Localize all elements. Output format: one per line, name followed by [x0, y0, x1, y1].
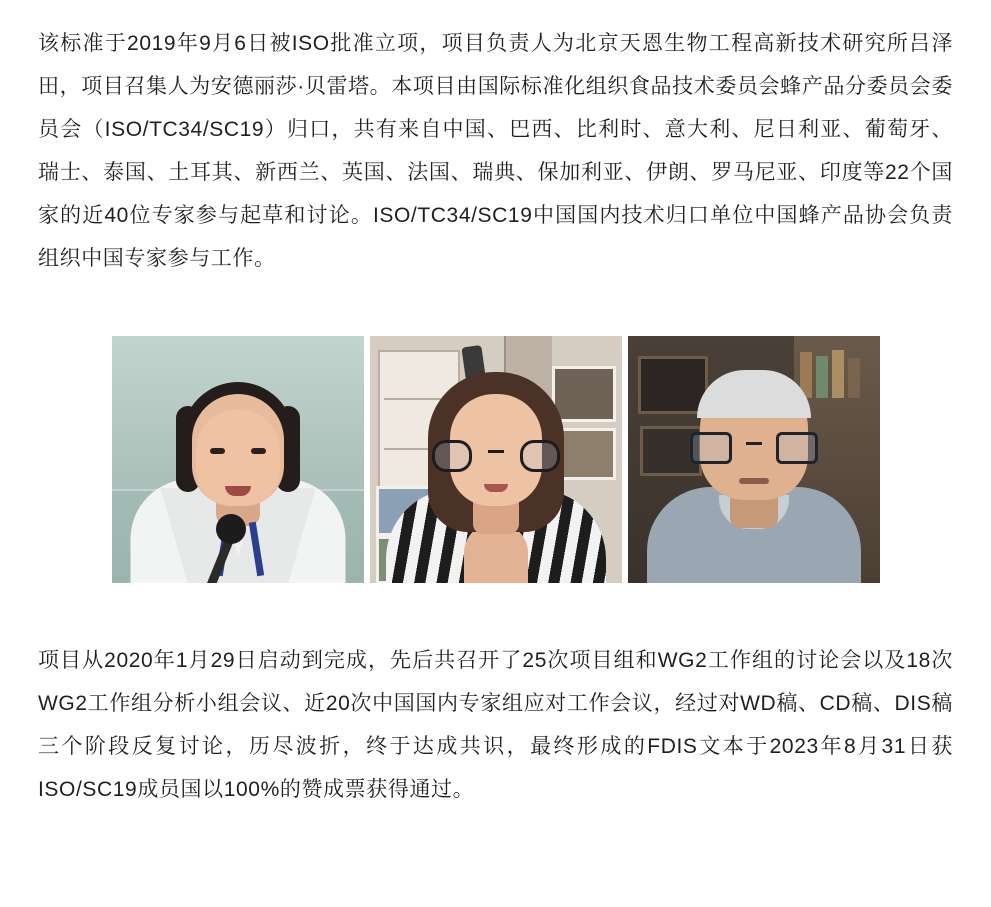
photo-1-eye-left [210, 448, 225, 454]
photo-3-mouth [739, 478, 769, 484]
photo-figure-row [38, 336, 953, 583]
photo-2-eyeglass-right [520, 440, 560, 472]
photo-3-book [816, 356, 828, 398]
photo-3-eyeglass-left [690, 432, 732, 464]
photo-1 [112, 336, 364, 583]
photo-3-book [848, 358, 860, 398]
paragraph-intro: 该标准于2019年9月6日被ISO批准立项，项目负责人为北京天恩生物工程高新技术研究所吕泽田，项目召集人为安德丽莎·贝雷塔。本项目由国际标准化组织食品技术委员会蜂产品分委员会委员会（ISO/TC34/SC19）归口，共有来自中国、巴西、比利时、意大利、尼日利亚、葡萄牙、瑞士、泰国、土耳其、新西兰、英国、法国、瑞典、保加利亚、伊朗、罗马尼亚、印度等22个国家的近40位专家参与起草和讨论。ISO/TC34/SC19中国国内技术归口单位中国蜂产品协会负责组织中国专家参与工作。 [38, 32, 953, 270]
photo-3-eyeglass-right [776, 432, 818, 464]
photo-3-eyeglass-bridge [746, 442, 762, 445]
photo-3-book [832, 350, 844, 398]
photo-1-microphone-head [216, 514, 246, 544]
photo-2 [370, 336, 622, 583]
photo-2-eyeglass-left [432, 440, 472, 472]
photo-3 [628, 336, 880, 583]
photo-1-eye-right [251, 448, 266, 454]
photo-2-picture-frame [552, 366, 616, 422]
photo-2-eyeglass-bridge [488, 450, 504, 453]
paragraph-process: 项目从2020年1月29日启动到完成，先后共召开了25次项目组和WG2工作组的讨论会以及18次WG2工作组分析小组会议、近20次中国国内专家组应对工作会议，经过对WD稿、CD稿、DIS稿三个阶段反复讨论，历尽波折，终于达成共识，最终形成的FDIS文本于2023年8月31日获ISO/SC19成员国以100%的赞成票获得通过。 [38, 649, 953, 801]
